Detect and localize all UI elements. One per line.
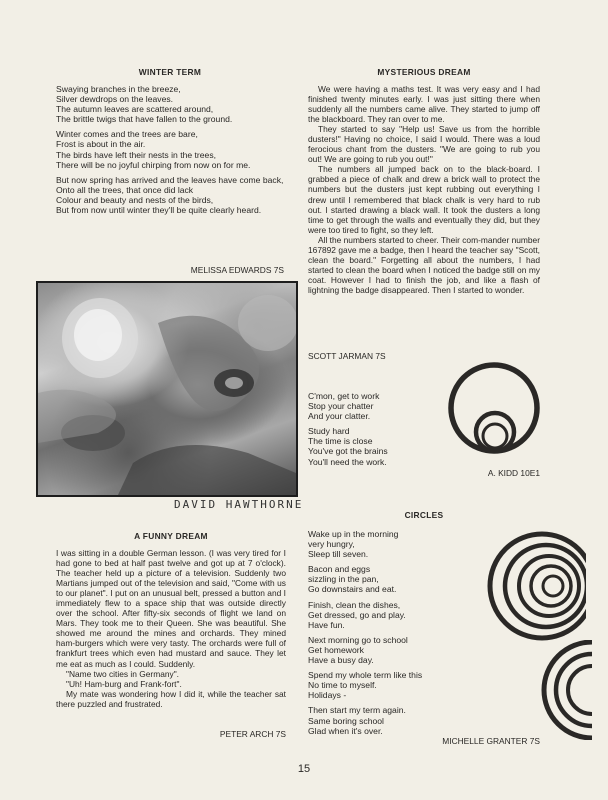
poem-line: Get homework [308,644,364,655]
story-paragraph: The numbers all jumped back on to the black-board. I grabbed a piece of chalk and drew a brick wall to protect the numbers but the dusters just kept rubbing out everything I drew until I remembered that black chalk is very hard to rub out. I started drawing a black wall. It took the dusters a long time to get through the walls and eventually they did, but they were too tired to fight, so they left. [308,164,540,235]
poem-line: Swaying branches in the breeze, [56,84,181,94]
poem-line: Holidays - [308,690,347,701]
poem-line: Wake up in the morning [308,529,399,539]
poem-line: Next morning go to school [308,634,408,645]
poem-line: But now spring has arrived and the leaves have come back, [56,174,284,185]
stanza [56,175,284,215]
poem-line: The time is close [308,436,373,447]
story-paragraph: They started to say "Help us! Save us from the horrible dusters!" Having no choice, I said I would. There was a loud ferocious chant from the dusters. "We are going to rub you out! We are going to rub you out!" [308,124,540,165]
poem-line: But from now until winter they'll be quite clearly heard. [56,205,262,216]
poem-line: Study hard [308,426,350,437]
poem-line: You'll need the work. [308,456,387,467]
poem-line: very hungry, [308,539,355,550]
stanza [308,391,458,421]
stanza [56,129,284,169]
stanza [308,426,458,466]
winter-term-author: MELISSA EDWARDS 7S [190,265,284,275]
poem-line: Have fun. [308,619,345,630]
poem-line: sizzling in the pan, [308,574,379,585]
poem-line: Winter comes and the trees are bare, [56,129,198,140]
winter-term-poem [56,84,284,220]
poem-line: The birds have left their nests in the trees, [56,149,217,160]
circles-author: MICHELLE GRANTER 7S [442,736,540,746]
story-paragraph: "Uh! Ham-burg and Frank-fort". [66,678,182,689]
cmon-author: A. KIDD 10E1 [487,468,540,478]
poem-line: C'mon, get to work [308,391,380,401]
stanza [308,635,478,665]
poem-line: Bacon and eggs [308,564,371,575]
poem-line: Stop your chatter [308,401,374,412]
poem-line: Finish, clean the dishes, [308,599,401,610]
story-paragraph: I was sitting in a double German lesson. (I was very tired for I had gone to bed at half past twelve and got up at 7 o'clock). The teacher held up a picture of a television. Suddenly two Martians jumped out of the television and said, "Come with us to our planet". I put on an unusual belt, pressed a button and I immediately flew to a space ship that was outside directly over the school. After fifty-six seconds of flight we land on Mars. They took me to their Queen. She was beautiful. She showed me around the mines and orchards. They mined ham-burgers which were very tasty. The orchards were full of frankfurt trees which even had mustard and sauce. They let me eat as much as I could. Suddenly. [56,548,286,669]
stanza [308,564,478,594]
story-paragraph: We were having a maths test. It was very easy and I had finished twenty minutes early. I was just sitting there when suddenly all the numbers came alive. They started to jump off the blackboard. They ran over to me. [308,84,540,125]
story-paragraph: "Name two cities in Germany". [66,668,179,679]
story-paragraph: All the numbers started to cheer. Their com-mander number 167892 gave me a badge, then I heard the teacher say "Scott, clean the board." Forgetting all about the numbers, I had started to clean the board when I noticed the badge still on my coat. However I had to finish the job, and like a flash of lightning the badge disappeared. Then I started to wonder. [308,234,540,295]
partial-circles-graphic [540,640,592,740]
stanza [308,670,478,700]
concentric-circles-graphic [476,526,586,642]
poem-line: Go downstairs and eat. [308,584,397,595]
still-life-photo [36,281,298,497]
poem-line: And your clatter. [308,411,371,422]
winter-term-title: WINTER TERM [138,67,202,77]
circles-title: CIRCLES [404,510,444,520]
mysterious-dream-title: MYSTERIOUS DREAM [377,67,471,77]
poem-line: Colour and beauty and nests of the birds, [56,194,214,205]
stanza [56,84,284,124]
page-number: 15 [297,763,311,775]
mysterious-dream-author: SCOTT JARMAN 7S [308,351,386,361]
stanza [308,705,478,735]
story-paragraph: My mate was wondering how I did it, while the teacher sat there puzzled and frustrated. [56,688,286,709]
poem-line: Glad when it's over. [308,725,383,736]
poem-line: You've got the brains [308,446,388,457]
poem-line: Sleep till seven. [308,549,369,560]
poem-line: Spend my whole term like this [308,670,423,681]
mysterious-dream-story [308,84,540,295]
stanza [308,600,478,630]
poem-line: The autumn leaves are scattered around, [56,104,214,115]
funny-dream-author: PETER ARCH 7S [219,729,286,739]
poem-line: Same boring school [308,715,384,726]
poem-line: Onto all the trees, that once did lack [56,184,194,195]
photo-shapes [38,283,296,495]
poem-line: No time to myself. [308,680,377,691]
photo-caption: DAVID HAWTHORNE [174,498,304,511]
poem-line: The brittle twigs that have fallen to the ground. [56,114,233,125]
poem-line: Silver dewdrops on the leaves. [56,94,174,105]
circles-poem [308,529,478,741]
poem-line: Then start my term again. [308,705,406,716]
circle-logo-graphic [446,360,542,456]
funny-dream-title: A FUNNY DREAM [134,531,208,541]
cmon-poem [308,391,458,472]
poem-line: Get dressed, go and play. [308,609,406,620]
poem-line: Have a busy day. [308,655,374,666]
poem-line: There will be no joyful chirping from now on for me. [56,159,251,170]
poem-line: Frost is about in the air. [56,139,146,150]
stanza [308,529,478,559]
funny-dream-story [56,548,286,709]
